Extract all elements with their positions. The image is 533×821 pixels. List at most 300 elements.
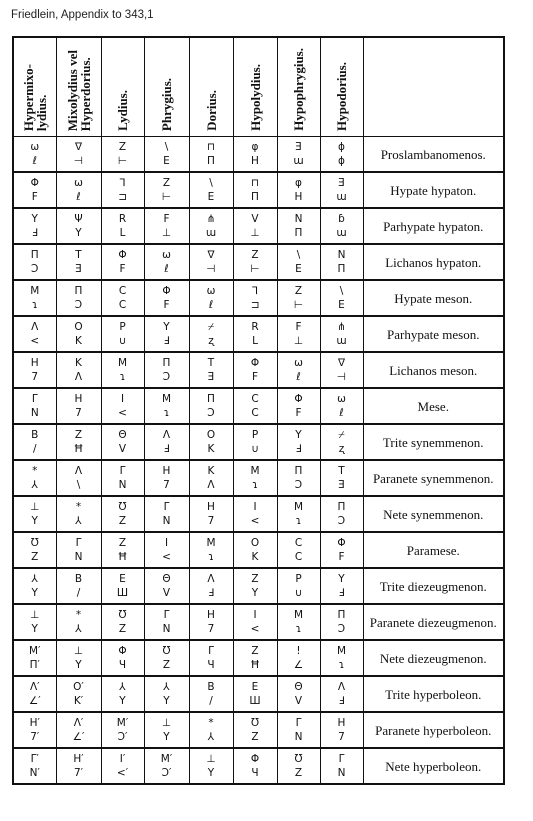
instrumental-symbol: / — [209, 695, 213, 707]
vocal-symbol: ⊥ — [30, 501, 40, 513]
notation-cell — [13, 172, 56, 208]
instrumental-symbol: Ⅎ — [207, 587, 215, 599]
notation-cell — [233, 712, 277, 748]
instrumental-symbol: Ↄ′ — [117, 731, 128, 743]
vocal-symbol: ! — [296, 645, 301, 657]
table-row — [13, 640, 504, 676]
notation-cell — [189, 496, 233, 532]
instrumental-symbol: Ǝ — [207, 371, 215, 383]
mode-header — [13, 37, 56, 137]
instrumental-symbol: < — [250, 623, 260, 635]
instrumental-symbol: Y — [163, 731, 170, 743]
table-row — [13, 388, 504, 424]
vocal-symbol: ⊓ — [206, 141, 216, 153]
instrumental-symbol: Z — [294, 767, 303, 779]
table-row — [13, 604, 504, 640]
vocal-symbol: ∇ — [207, 249, 215, 261]
vocal-symbol: O — [206, 429, 216, 441]
note-name: Paranete synemmenon. — [363, 460, 504, 496]
notation-cell — [144, 460, 189, 496]
note-name: Hypate meson. — [363, 280, 504, 316]
notation-cell — [13, 208, 56, 244]
vocal-symbol: P — [119, 321, 126, 333]
table-row — [13, 208, 504, 244]
instrumental-symbol: V — [162, 587, 171, 599]
vocal-symbol: O — [74, 321, 83, 333]
vocal-symbol: Z — [251, 645, 259, 657]
instrumental-symbol: < — [162, 551, 171, 563]
instrumental-symbol: Y — [207, 767, 215, 779]
vocal-symbol: I — [120, 393, 125, 405]
instrumental-symbol: N — [294, 731, 303, 743]
notation-cell — [320, 460, 363, 496]
vocal-symbol: Y — [163, 321, 170, 333]
instrumental-symbol: ⅄ — [75, 515, 82, 527]
instrumental-symbol: 7′ — [73, 767, 84, 779]
notation-cell — [144, 712, 189, 748]
notation-cell — [189, 532, 233, 568]
vocal-symbol: Γ — [338, 753, 345, 765]
notation-cell — [13, 712, 56, 748]
vocal-symbol: T — [75, 249, 82, 261]
notation-cell — [56, 316, 101, 352]
notation-cell — [56, 244, 101, 280]
instrumental-symbol: ɯ — [205, 227, 217, 239]
instrumental-symbol: ℓ — [296, 371, 301, 383]
vocal-symbol: Ʊ — [118, 609, 127, 621]
notation-cell — [56, 460, 101, 496]
notation-cell — [189, 280, 233, 316]
note-name: Lichanos meson. — [363, 352, 504, 388]
vocal-symbol: C — [118, 285, 127, 297]
notation-cell — [277, 208, 320, 244]
notation-cell — [56, 712, 101, 748]
vocal-symbol: E — [251, 681, 259, 693]
vocal-symbol: Z — [162, 177, 171, 189]
instrumental-symbol: K — [251, 551, 259, 563]
instrumental-symbol: Y — [163, 695, 170, 707]
notation-cell — [277, 604, 320, 640]
notation-cell — [320, 137, 363, 173]
notation-cell — [189, 604, 233, 640]
notation-cell — [101, 208, 144, 244]
instrumental-symbol: ℓ — [208, 299, 214, 311]
vocal-symbol: ω — [74, 177, 83, 189]
instrumental-symbol: Ↄ — [337, 623, 346, 635]
vocal-symbol: ⊥ — [206, 753, 216, 765]
notation-cell — [101, 748, 144, 784]
instrumental-symbol: ⊢ — [117, 155, 128, 167]
instrumental-symbol: K — [207, 443, 215, 455]
vocal-symbol: M′ — [29, 645, 41, 657]
instrumental-symbol: K — [75, 335, 82, 347]
instrumental-symbol: < — [30, 335, 40, 347]
notation-cell — [101, 244, 144, 280]
instrumental-symbol: H — [294, 191, 303, 203]
vocal-symbol: ⋔ — [206, 213, 216, 225]
vocal-symbol: Λ — [31, 321, 39, 333]
mode-name-line: Hypodorius. — [334, 62, 349, 131]
notation-cell — [189, 712, 233, 748]
vocal-symbol: Ǝ — [295, 141, 302, 153]
vocal-symbol: Z — [74, 429, 83, 441]
notation-cell — [56, 137, 101, 173]
instrumental-symbol: Y — [119, 695, 126, 707]
vocal-symbol: M′ — [116, 717, 129, 729]
notation-cell — [144, 676, 189, 712]
vocal-symbol: Φ — [337, 537, 346, 549]
table-row — [13, 460, 504, 496]
notation-cell — [144, 424, 189, 460]
instrumental-symbol: ɿ — [295, 623, 302, 635]
vocal-symbol: Y — [295, 429, 302, 441]
notation-cell — [144, 208, 189, 244]
vocal-symbol: N — [337, 249, 346, 261]
notation-cell — [277, 424, 320, 460]
mode-header — [277, 37, 320, 137]
notation-cell — [101, 676, 144, 712]
vocal-symbol: H — [207, 609, 215, 621]
instrumental-symbol: Ч — [118, 659, 127, 671]
instrumental-symbol: ʐ — [338, 443, 345, 455]
vocal-symbol: Y — [31, 213, 38, 225]
vocal-symbol: K — [207, 465, 215, 477]
instrumental-symbol: ɿ — [208, 551, 214, 563]
vocal-symbol: I — [253, 609, 257, 621]
notation-cell — [320, 676, 363, 712]
table-row — [13, 352, 504, 388]
instrumental-symbol: <′ — [116, 767, 129, 779]
notation-cell — [277, 460, 320, 496]
notation-cell — [56, 676, 101, 712]
vocal-symbol: Γ — [163, 501, 170, 513]
notation-cell — [277, 676, 320, 712]
table-row — [13, 748, 504, 784]
instrumental-symbol: ∪ — [118, 335, 127, 347]
vocal-symbol: M — [336, 645, 347, 657]
notation-table — [12, 36, 505, 785]
vocal-symbol: Π — [30, 249, 39, 261]
notation-cell — [189, 388, 233, 424]
notation-cell — [101, 604, 144, 640]
instrumental-symbol: ℓ — [76, 191, 81, 203]
vocal-symbol: ⊥ — [161, 717, 172, 729]
instrumental-symbol: \ — [76, 479, 81, 491]
instrumental-symbol: Ⅎ — [338, 695, 345, 707]
vocal-symbol: ω — [206, 285, 216, 297]
notation-cell — [320, 388, 363, 424]
mode-name-line: Dorius. — [203, 90, 219, 131]
instrumental-symbol: Ш — [249, 695, 261, 707]
vocal-symbol: Γ′ — [30, 753, 39, 765]
notation-cell — [144, 388, 189, 424]
notation-cell — [233, 460, 277, 496]
vocal-symbol: φ — [295, 177, 302, 189]
notation-cell — [144, 748, 189, 784]
vocal-symbol: R — [251, 321, 259, 333]
vocal-symbol: ⋔ — [337, 321, 346, 333]
notation-cell — [189, 244, 233, 280]
notation-cell — [189, 676, 233, 712]
instrumental-symbol: ɿ — [163, 407, 170, 419]
notation-cell — [277, 137, 320, 173]
instrumental-symbol: F — [163, 299, 170, 311]
notation-cell — [233, 208, 277, 244]
notation-cell — [189, 316, 233, 352]
notation-cell — [233, 352, 277, 388]
instrumental-symbol: Z — [118, 515, 127, 527]
instrumental-symbol: Y — [75, 227, 82, 239]
instrumental-symbol: 7′ — [30, 731, 40, 743]
instrumental-symbol: ɿ — [338, 659, 345, 671]
instrumental-symbol: Ↄ — [31, 263, 39, 275]
table-row — [13, 244, 504, 280]
notation-cell — [233, 640, 277, 676]
vocal-symbol: Θ — [294, 681, 303, 693]
notation-cell — [13, 532, 56, 568]
notation-cell — [320, 172, 363, 208]
notation-cell — [144, 532, 189, 568]
instrumental-symbol: ℓ — [164, 263, 169, 275]
instrumental-symbol: Ↄ — [74, 299, 83, 311]
table-row — [13, 280, 504, 316]
vocal-symbol: M — [30, 285, 40, 297]
notation-cell — [233, 137, 277, 173]
notation-cell — [56, 172, 101, 208]
instrumental-symbol: Π — [251, 191, 259, 203]
notation-cell — [189, 424, 233, 460]
notation-cell — [144, 137, 189, 173]
instrumental-symbol: ⅄ — [207, 731, 215, 743]
vocal-symbol: Λ — [162, 429, 171, 441]
instrumental-symbol: ɯ — [336, 191, 347, 203]
vocal-symbol: M — [250, 465, 260, 477]
notation-cell — [56, 568, 101, 604]
vocal-symbol: Γ — [75, 537, 82, 549]
notation-cell — [101, 316, 144, 352]
notation-cell — [101, 496, 144, 532]
instrumental-symbol: ⊢ — [250, 263, 260, 275]
notation-cell — [13, 424, 56, 460]
vocal-symbol: C — [251, 393, 259, 405]
vocal-symbol: E — [119, 573, 126, 585]
instrumental-symbol: Ↄ — [337, 515, 346, 527]
notation-cell — [189, 172, 233, 208]
instrumental-symbol: ɿ — [295, 515, 302, 527]
note-name: Nete hyperboleon. — [363, 748, 504, 784]
notation-cell — [13, 316, 56, 352]
vocal-symbol: O′ — [73, 681, 84, 693]
notation-cell — [277, 532, 320, 568]
notation-cell — [320, 568, 363, 604]
vocal-symbol: Φ — [250, 357, 260, 369]
vocal-symbol: ω — [162, 249, 171, 261]
notation-cell — [233, 532, 277, 568]
vocal-symbol: ⅂ — [252, 285, 258, 297]
vocal-symbol: Π — [294, 465, 303, 477]
vocal-symbol: H′ — [73, 753, 84, 765]
instrumental-symbol: Ǝ — [338, 479, 345, 491]
instrumental-symbol: N — [30, 407, 39, 419]
instrumental-symbol: V — [294, 695, 303, 707]
instrumental-symbol: ∠ — [293, 659, 304, 671]
instrumental-symbol: ⊥ — [250, 227, 260, 239]
notation-cell — [320, 244, 363, 280]
notation-cell — [101, 532, 144, 568]
instrumental-symbol: ⊐ — [250, 299, 260, 311]
instrumental-symbol: Ш — [116, 587, 129, 599]
notation-cell — [13, 280, 56, 316]
instrumental-symbol: Ↄ — [207, 407, 215, 419]
mode-name-line: lydius. — [33, 94, 49, 131]
notation-cell — [56, 424, 101, 460]
instrumental-symbol: L — [252, 335, 258, 347]
instrumental-symbol: Ħ — [250, 659, 260, 671]
instrumental-symbol: L — [119, 227, 126, 239]
instrumental-symbol: Ч — [207, 659, 215, 671]
instrumental-symbol: Π — [337, 263, 346, 275]
notation-cell — [277, 388, 320, 424]
notation-cell — [277, 280, 320, 316]
instrumental-symbol: ⊣ — [336, 371, 347, 383]
vocal-symbol: Π — [337, 501, 346, 513]
vocal-symbol: Z — [251, 249, 259, 261]
note-name: Parhypate hypaton. — [363, 208, 504, 244]
table-row — [13, 712, 504, 748]
notation-cell — [277, 244, 320, 280]
vocal-symbol: Y — [338, 573, 345, 585]
instrumental-symbol: Η — [251, 155, 259, 167]
instrumental-symbol: K′ — [73, 695, 84, 707]
notation-cell — [320, 352, 363, 388]
instrumental-symbol: ⊐ — [118, 191, 127, 203]
vocal-symbol: ⅄ — [119, 681, 126, 693]
instrumental-symbol: 7 — [338, 731, 345, 743]
vocal-symbol: Λ′ — [29, 681, 40, 693]
mode-name-line: Mixolydius vel — [64, 49, 80, 131]
note-name: Parhypate meson. — [363, 316, 504, 352]
notation-cell — [233, 496, 277, 532]
notation-cell — [101, 388, 144, 424]
notation-cell — [101, 568, 144, 604]
instrumental-symbol: ℓ — [32, 155, 37, 167]
vocal-symbol: F — [295, 321, 302, 333]
notation-cell — [144, 280, 189, 316]
instrumental-symbol: ɯ — [336, 227, 347, 239]
vocal-symbol: Ʊ — [294, 753, 303, 765]
vocal-symbol: V — [251, 213, 259, 225]
instrumental-symbol: 7 — [207, 623, 215, 635]
instrumental-symbol: ⊥ — [293, 335, 304, 347]
vocal-symbol: P — [251, 429, 259, 441]
instrumental-symbol: < — [118, 407, 127, 419]
note-name: Proslambanomenos. — [363, 137, 504, 173]
note-name: Paranete diezeugmenon. — [363, 604, 504, 640]
note-name: Nete diezeugmenon. — [363, 640, 504, 676]
instrumental-symbol: ɯ — [336, 335, 347, 347]
notation-cell — [101, 460, 144, 496]
instrumental-symbol: N — [162, 623, 171, 635]
vocal-symbol: ɓ — [338, 213, 345, 225]
table-row — [13, 676, 504, 712]
instrumental-symbol: Ч — [251, 767, 259, 779]
table-row — [13, 532, 504, 568]
vocal-symbol: ω — [337, 393, 346, 405]
notation-cell — [13, 388, 56, 424]
instrumental-symbol: ∠′ — [72, 731, 85, 743]
vocal-symbol: Π — [74, 285, 83, 297]
vocal-symbol: Γ — [208, 645, 214, 657]
instrumental-symbol: ⊣ — [73, 155, 84, 167]
vocal-symbol: Φ — [118, 249, 127, 261]
notation-cell — [320, 280, 363, 316]
notation-cell — [277, 316, 320, 352]
vocal-symbol: * — [75, 609, 82, 621]
vocal-symbol: Φ — [162, 285, 171, 297]
vocal-symbol: Z — [118, 141, 127, 153]
vocal-symbol: B — [74, 573, 83, 585]
notation-cell — [56, 280, 101, 316]
vocal-symbol: φ — [251, 141, 259, 153]
vocal-symbol: * — [75, 501, 82, 513]
mode-name-line: Phrygius. — [159, 77, 174, 131]
notation-cell — [320, 208, 363, 244]
notation-cell — [233, 388, 277, 424]
vocal-symbol: ω — [294, 357, 303, 369]
notation-cell — [233, 244, 277, 280]
vocal-symbol: ⅂ — [119, 177, 126, 189]
vocal-symbol: Π — [162, 357, 171, 369]
vocal-symbol: B — [31, 429, 39, 441]
mode-header — [56, 37, 101, 137]
vocal-symbol: I′ — [119, 753, 126, 765]
mode-name-line: Hyperdorius. — [77, 56, 93, 131]
vocal-symbol: Γ — [31, 393, 38, 405]
instrumental-symbol: Y — [251, 587, 259, 599]
instrumental-symbol: 7 — [207, 515, 215, 527]
vocal-symbol: I — [253, 501, 257, 513]
vocal-symbol: ⊥ — [73, 645, 84, 657]
notation-cell — [13, 352, 56, 388]
mode-header — [320, 37, 363, 137]
notation-cell — [144, 568, 189, 604]
vocal-symbol: Ǝ — [338, 177, 345, 189]
mode-header — [189, 37, 233, 137]
table-row — [13, 316, 504, 352]
vocal-symbol: T — [338, 465, 345, 477]
instrumental-symbol: ɯ — [293, 155, 304, 167]
notation-cell — [320, 640, 363, 676]
page-caption: Friedlein, Appendix to 343,1 — [11, 9, 154, 21]
vocal-symbol: H — [30, 357, 39, 369]
note-name: Paramese. — [363, 532, 504, 568]
notation-cell — [277, 568, 320, 604]
instrumental-symbol: Π — [207, 155, 215, 167]
instrumental-symbol: C — [118, 299, 127, 311]
header-blank-cell — [363, 37, 504, 137]
instrumental-symbol: Λ — [207, 479, 215, 491]
notation-cell — [13, 604, 56, 640]
table-row — [13, 172, 504, 208]
notation-cell — [13, 244, 56, 280]
instrumental-symbol: Ε — [338, 299, 345, 311]
notation-cell — [277, 712, 320, 748]
instrumental-symbol: 7 — [75, 407, 82, 419]
mode-name-line: Lydius. — [115, 90, 130, 131]
instrumental-symbol: Λ — [74, 371, 83, 383]
notation-cell — [13, 568, 56, 604]
notation-cell — [320, 316, 363, 352]
